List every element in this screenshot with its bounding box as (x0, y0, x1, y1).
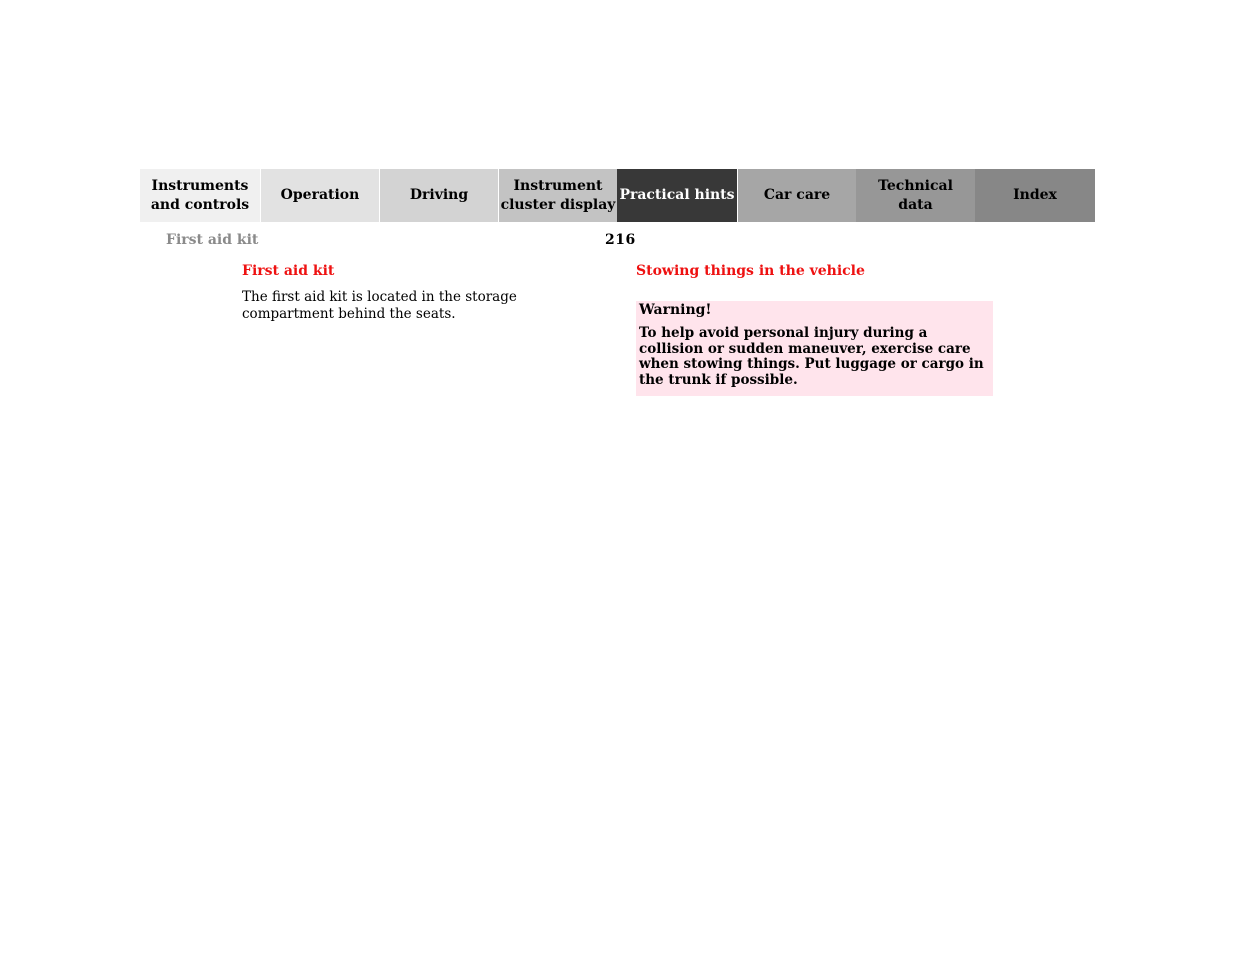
tab-technical-data[interactable]: Technical data (856, 169, 975, 222)
warning-text: To help avoid personal injury during a collision or sudden maneuver, exercise care when stowing things. Put luggage or cargo in the trunk if possible. (639, 325, 984, 388)
warning-title: Warning! (639, 302, 712, 318)
section-title: First aid kit (166, 232, 259, 248)
tab-index[interactable]: Index (975, 169, 1095, 222)
first-aid-kit-text: The first aid kit is located in the storage compartment behind the seats. (242, 289, 517, 322)
first-aid-kit-heading: First aid kit (242, 263, 335, 279)
page-number: 216 (605, 232, 636, 248)
stowing-things-heading: Stowing things in the vehicle (636, 263, 865, 279)
tab-instrument-cluster-display[interactable]: Instrument cluster display (498, 169, 617, 222)
tab-driving[interactable]: Driving (379, 169, 498, 222)
tab-car-care[interactable]: Car care (737, 169, 856, 222)
chapter-navigation (140, 169, 1095, 222)
tab-operation[interactable]: Operation (260, 169, 379, 222)
tab-instruments-and-controls[interactable]: Instruments and controls (140, 169, 260, 222)
warning-box (636, 301, 993, 396)
tab-practical-hints[interactable]: Practical hints (617, 169, 737, 222)
